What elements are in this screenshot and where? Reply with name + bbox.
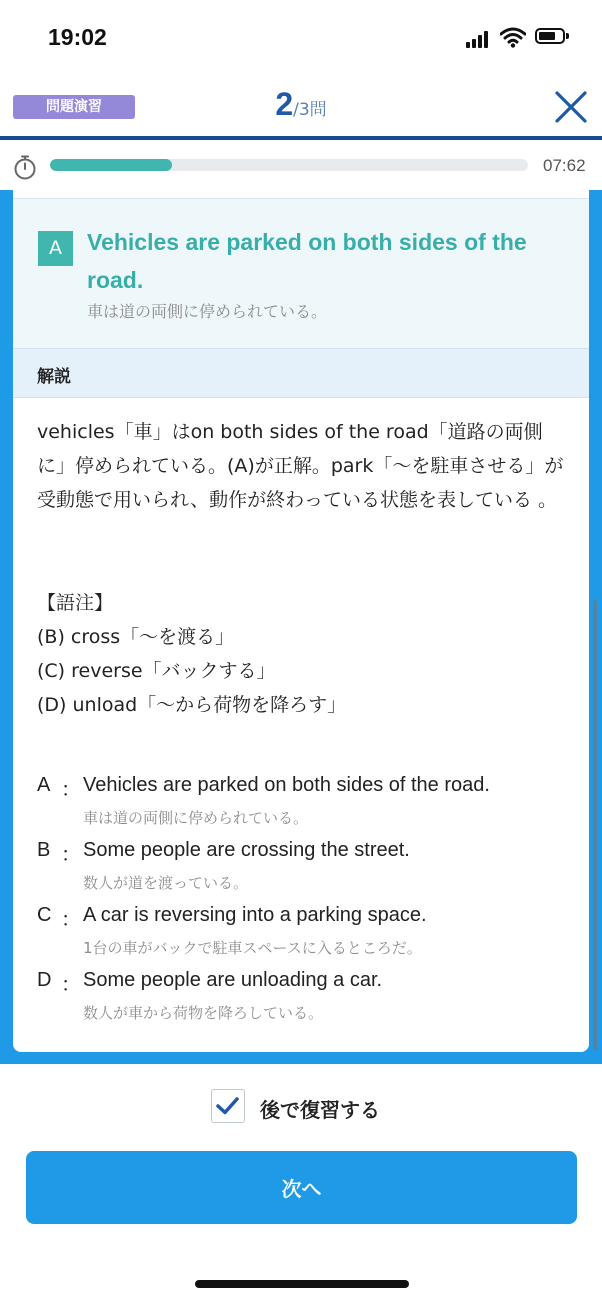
option-colon: ： [61,907,81,931]
home-indicator [195,1280,409,1288]
option-japanese: 車は道の両側に停められている。 [83,809,309,827]
option-letter: D [37,969,52,991]
current-question: 2 [275,86,294,122]
quiz-header [0,78,602,138]
timer-readout: 07:62 [543,156,586,175]
progress-track [50,159,528,171]
cellular-signal-icon [466,30,492,48]
review-later-label[interactable]: 後で復習する [260,1098,380,1122]
option-english: Some people are unloading a car. [83,969,383,991]
option-a [37,774,577,839]
option-japanese: 数人が道を渡っている。 [83,874,249,892]
option-japanese: 1台の車がバックで駐車スペースに入るところだ。 [83,939,422,957]
explanation-body: vehicles「車」はon both sides of the road「道路の両側に」停められている。(A)が正解。park「～を駐車させる」が受動態で用いられ、動作が終わっている状態を表している 。 [37,421,564,511]
option-b [37,839,577,904]
option-colon: ： [61,777,81,801]
mode-tag: 問題演習 [13,95,135,119]
note-item: (C) reverse「バックする」 [37,660,276,682]
option-letter: A [37,774,51,796]
option-c [37,904,577,969]
close-icon[interactable] [554,90,588,124]
answer-options [37,774,577,1034]
option-colon: ： [61,972,81,996]
option-colon: ： [61,842,81,866]
review-later-row[interactable] [0,1085,602,1129]
option-d [37,969,577,1034]
option-letter: C [37,904,52,926]
progress-fill [50,159,172,171]
option-english: Vehicles are parked on both sides of the road. [83,774,490,796]
status-bar [0,0,602,78]
option-letter: B [37,839,51,861]
scrollbar[interactable] [593,600,597,1050]
stopwatch-icon [13,154,37,180]
option-english: A car is reversing into a parking space. [83,904,427,926]
vocabulary-notes [37,586,567,722]
answer-letter-badge: A [38,231,73,266]
explanation-card [13,190,589,1052]
explanation-heading: 解説 [37,367,71,387]
notes-heading: 【語注】 [37,592,114,614]
answer-translation: 車は道の両側に停められている。 [87,302,328,321]
wifi-icon [500,26,526,48]
total-questions: /3問 [293,100,327,120]
next-button[interactable]: 次へ [26,1151,577,1224]
status-time: 19:02 [48,24,107,50]
note-item: (B) cross「～を渡る」 [37,626,235,648]
correct-answer-box [13,198,589,349]
option-japanese: 数人が車から荷物を降ろしている。 [83,1004,324,1022]
review-later-checkbox[interactable] [211,1089,245,1123]
content-area[interactable] [0,190,602,1064]
note-item: (D) unload「～から荷物を降ろす」 [37,694,347,716]
battery-icon [535,28,569,46]
answer-text: Vehicles are parked on both sides of the road. [87,229,527,293]
explanation-heading-bar [13,348,589,398]
progress-row [0,140,602,190]
option-english: Some people are crossing the street. [83,839,410,861]
checkmark-icon [212,1090,243,1121]
question-counter [0,86,602,123]
